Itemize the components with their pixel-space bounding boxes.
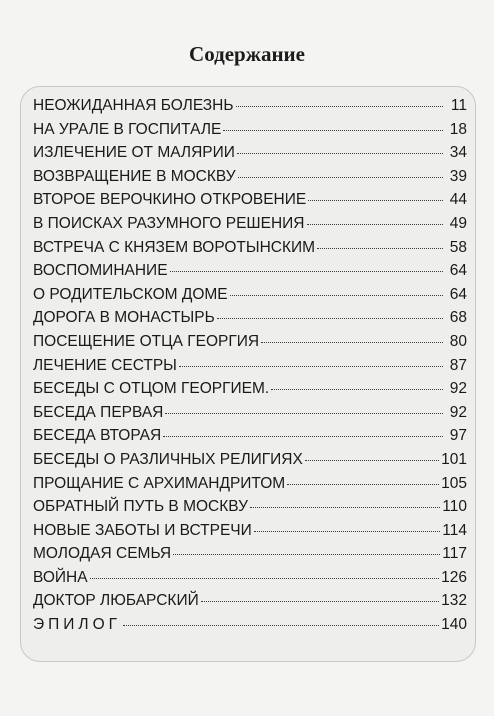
toc-entry-title: ЭПИЛОГ [33, 616, 122, 634]
toc-entry-page-number: 80 [449, 332, 467, 350]
toc-entry-page-number: 64 [449, 262, 467, 280]
toc-entry-title: НА УРАЛЕ В ГОСПИТАЛЕ [33, 120, 222, 138]
toc-entry-page-number: 101 [441, 450, 467, 468]
dot-leader [308, 185, 443, 201]
dot-leader [261, 327, 443, 343]
toc-entry-title: В ПОИСКАХ РАЗУМНОГО РЕШЕНИЯ [33, 214, 305, 232]
toc-entry-page-number: 97 [449, 427, 467, 445]
toc-entry-page-number: 105 [441, 474, 467, 492]
dot-leader [254, 516, 441, 532]
toc-entry-title: ВСТРЕЧА С КНЯЗЕМ ВОРОТЫНСКИМ [33, 238, 316, 256]
dot-leader [238, 162, 443, 178]
toc-entry-page-number: 126 [441, 568, 467, 586]
toc-entry-title: БЕСЕДЫ О РАЗЛИЧНЫХ РЕЛИГИЯХ [33, 450, 303, 468]
toc-entry-title: О РОДИТЕЛЬСКОМ ДОМЕ [33, 285, 228, 303]
table-of-contents [33, 94, 467, 637]
toc-entry-page-number: 92 [449, 403, 467, 421]
dot-leader [165, 398, 443, 414]
toc-entry-title: ВОЗВРАЩЕНИЕ В МОСКВУ [33, 167, 236, 185]
dot-leader [307, 209, 444, 225]
toc-entry-page-number: 11 [450, 97, 467, 114]
dot-leader [90, 563, 440, 579]
dot-leader [230, 280, 443, 296]
toc-entry-title: ВОЙНА [33, 568, 88, 586]
toc-entry-page-number: 87 [449, 356, 467, 374]
dot-leader [305, 445, 439, 461]
toc-entry-title: ИЗЛЕЧЕНИЕ ОТ МАЛЯРИИ [33, 144, 235, 162]
toc-entry-page-number: 58 [449, 238, 467, 256]
toc-entry-page-number: 110 [442, 498, 467, 516]
toc-entry [33, 613, 467, 637]
toc-entry-title: МОЛОДАЯ СЕМЬЯ [33, 545, 172, 563]
toc-entry-title: БЕСЕДА ВТОРАЯ [33, 427, 162, 445]
toc-entry-title: ОБРАТНЫЙ ПУТЬ В МОСКВУ [33, 498, 248, 516]
toc-entry-title: ВОСПОМИНАНИЕ [33, 262, 168, 280]
toc-entry-page-number: 132 [441, 592, 467, 610]
dot-leader [271, 374, 443, 390]
toc-entry-title: ВТОРОЕ ВЕРОЧКИНО ОТКРОВЕНИЕ [33, 191, 307, 209]
toc-entry-page-number: 140 [441, 616, 467, 634]
toc-entry-title: ПОСЕЩЕНИЕ ОТЦА ГЕОРГИЯ [33, 332, 260, 350]
toc-entry-page-number: 34 [449, 144, 467, 162]
toc-entry-page-number: 117 [442, 545, 467, 563]
toc-entry-title: БЕСЕДЫ С ОТЦОМ ГЕОРГИЕМ. [33, 380, 270, 398]
dot-leader [170, 256, 443, 272]
dot-leader [250, 492, 440, 508]
toc-entry-page-number: 39 [449, 167, 467, 185]
dot-leader [217, 303, 443, 319]
dot-leader [179, 351, 443, 367]
toc-entry-title: ДОРОГА В МОНАСТЫРЬ [33, 309, 215, 327]
toc-entry-page-number: 92 [449, 380, 467, 398]
toc-entry-page-number: 114 [442, 521, 467, 539]
dot-leader [173, 539, 440, 555]
dot-leader [317, 233, 443, 249]
toc-entry-title: НОВЫЕ ЗАБОТЫ И ВСТРЕЧИ [33, 521, 252, 539]
toc-entry-title: НЕОЖИДАННАЯ БОЛЕЗНЬ [33, 97, 234, 114]
dot-leader [163, 421, 443, 437]
toc-entry-page-number: 44 [449, 191, 467, 209]
toc-entry-title: ДОКТОР ЛЮБАРСКИЙ [33, 592, 199, 610]
toc-entry-page-number: 49 [449, 214, 467, 232]
dot-leader [223, 115, 443, 131]
dot-leader [236, 91, 443, 107]
toc-entry-page-number: 18 [449, 120, 467, 138]
toc-entry-page-number: 64 [449, 285, 467, 303]
page-title: Содержание [189, 42, 305, 66]
dot-leader [237, 138, 443, 154]
toc-entry-title: ЛЕЧЕНИЕ СЕСТРЫ [33, 356, 177, 374]
toc-entry-title: ПРОЩАНИЕ С АРХИМАНДРИТОМ [33, 474, 286, 492]
dot-leader [287, 469, 439, 485]
dot-leader [123, 610, 439, 626]
toc-entry-page-number: 68 [449, 309, 467, 327]
toc-entry-title: БЕСЕДА ПЕРВАЯ [33, 403, 164, 421]
dot-leader [201, 586, 439, 602]
